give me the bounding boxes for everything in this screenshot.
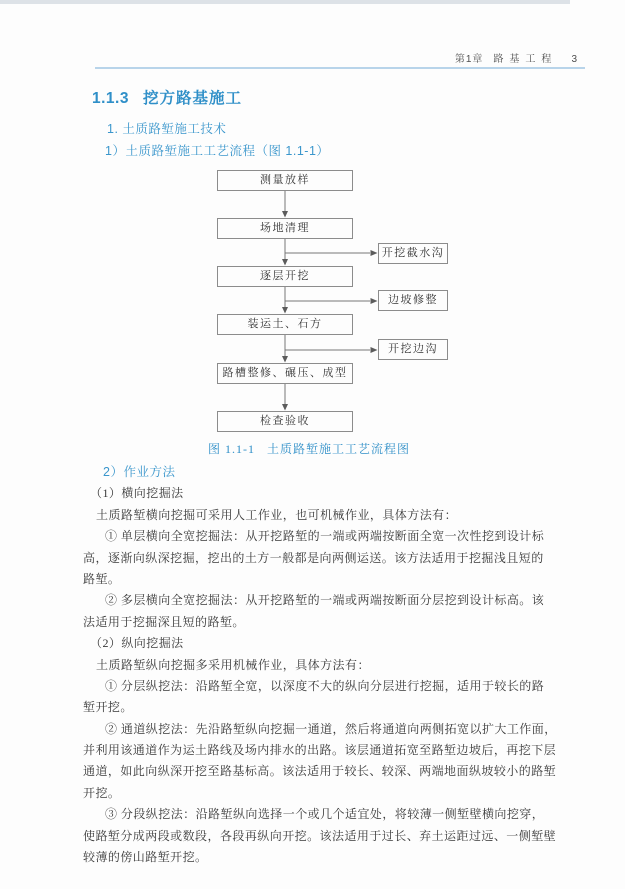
flow-side-side-ditch: 开挖边沟 xyxy=(378,339,448,360)
figure-caption xyxy=(208,440,410,457)
body-line: 堑开挖。 xyxy=(83,700,133,715)
figure-title: 土质路堑施工工艺流程图 xyxy=(267,442,411,456)
body-line: ② 多层横向全宽挖掘法：从开挖路堑的一端或两端按断面分层挖到设计标高。该 xyxy=(105,593,545,608)
section-title: 挖方路基施工 xyxy=(142,90,242,107)
body-heading: 2）作业方法 xyxy=(103,465,176,479)
page-number: 3 xyxy=(571,54,577,65)
body-line: ① 单层横向全宽挖掘法：从开挖路堑的一端或两端按断面全宽一次性挖到设计标 xyxy=(105,529,545,544)
flow-step-survey: 测量放样 xyxy=(217,170,353,191)
flow-step-inspection: 检查验收 xyxy=(217,411,353,432)
subsection-heading-1: 1. 土质路堑施工技术 xyxy=(107,122,227,136)
body-line: 开挖。 xyxy=(83,785,121,800)
body-line: 较薄的傍山路堑开挖。 xyxy=(83,850,208,865)
flow-step-trim-roll-form: 路槽整修、碾压、成型 xyxy=(217,363,353,384)
running-title: 路基工程 xyxy=(493,54,558,65)
figure-number: 图 1.1-1 xyxy=(208,442,255,456)
chapter-label: 第1章 xyxy=(454,54,484,65)
body-line: ③ 分段纵挖法：沿路堑纵向选择一个或几个适宜处，将较薄一侧堑壁横向挖穿， xyxy=(105,807,545,822)
body-text-column xyxy=(83,462,557,868)
body-line: 并利用该通道作为运土路线及场内排水的出路。该层通道拓宽至路堑边坡后，再挖下层 xyxy=(83,743,557,758)
subsection-heading-2: 1）土质路堑施工工艺流程（图 1.1-1） xyxy=(105,144,330,158)
section-number: 1.1.3 xyxy=(92,90,129,107)
body-line: 土质路堑纵向挖掘多采用机械作业，具体方法有： xyxy=(96,657,370,672)
body-line: 路堑。 xyxy=(83,571,121,586)
body-line: 高，逐渐向纵深挖掘，挖出的土方一般都是向两侧运送。该方法适用于挖掘浅且短的 xyxy=(83,550,544,565)
flow-step-site-clearing: 场地清理 xyxy=(217,218,353,239)
body-line: 土质路堑横向挖掘可采用人工作业，也可机械作业，具体方法有： xyxy=(96,507,458,522)
body-line: 使路堑分成两段或数段，各段再纵向开挖。该法适用于过长、弃土运距过远、一侧堑壁 xyxy=(83,828,557,843)
body-line: （1）横向挖掘法 xyxy=(90,486,184,501)
body-line: ① 分层纵挖法：沿路堑全宽，以深度不大的纵向分层进行挖掘，适用于较长的路 xyxy=(105,678,545,693)
flow-step-layered-excavation: 逐层开挖 xyxy=(217,266,353,287)
flow-side-intercepting-ditch: 开挖截水沟 xyxy=(378,243,448,264)
body-line: （2）纵向挖掘法 xyxy=(90,636,184,651)
body-line: 法适用于挖掘深且短的路堑。 xyxy=(83,614,245,629)
flow-side-slope-trimming: 边坡修整 xyxy=(378,290,448,311)
body-line: 通道，如此向纵深开挖至路基标高。该法适用于较长、较深、两端地面纵坡较小的路堑 xyxy=(83,764,557,779)
flow-step-load-haul: 装运土、石方 xyxy=(217,314,353,335)
body-line: ② 通道纵挖法：先沿路堑纵向挖掘一通道，然后将通道向两侧拓宽以扩大工作面， xyxy=(105,721,557,736)
